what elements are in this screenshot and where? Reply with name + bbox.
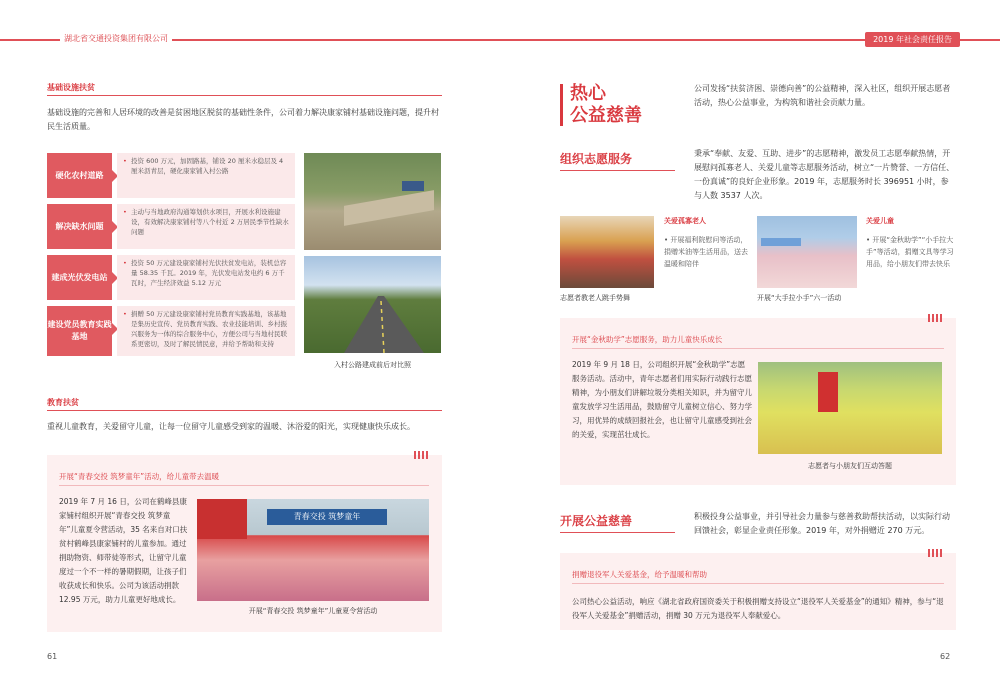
stripe-decoration bbox=[928, 549, 942, 557]
edu-section-rule bbox=[47, 410, 442, 411]
elder-text: • 开展福利院慰问等活动，捐赠米油等生活用品，送去温暖和陪伴 bbox=[664, 236, 748, 268]
children-caption: 开展“大手拉小手”六一活动 bbox=[757, 294, 842, 302]
infra-section-rule bbox=[47, 95, 442, 96]
infra-row-label: 硬化农村道路 bbox=[47, 153, 112, 198]
infra-row-party bbox=[47, 306, 295, 356]
elder-photo bbox=[560, 216, 654, 288]
big-title-line2: 公益慈善 bbox=[570, 105, 642, 126]
big-title-line1: 热心 bbox=[570, 83, 606, 104]
flag bbox=[197, 499, 247, 539]
charity-rule bbox=[560, 532, 675, 533]
summer-camp-title: 开展“青春交投 筑梦童年”活动，给儿童带去温暖 bbox=[59, 472, 220, 481]
edu-intro: 重视儿童教育，关爱留守儿童，让每一位留守儿童感受到家的温暖、沐浴爱的阳光，实现健康快乐成长。 bbox=[47, 422, 415, 431]
infra-row-text: • 主动与当地政府沟通筹划供水项目，开展水利设施建设，有效解决康家铺村等八个村近 2 万居民季节性缺水问题 bbox=[117, 204, 295, 249]
infra-row-road bbox=[47, 153, 295, 198]
infra-row-label: 解决缺水问题 bbox=[47, 204, 112, 249]
title-accent-bar bbox=[560, 84, 563, 126]
autumn-photo bbox=[758, 362, 942, 454]
balloon-banner bbox=[761, 238, 801, 246]
page-number-left: 61 bbox=[47, 652, 58, 661]
children-title: 关爱儿童 bbox=[866, 217, 894, 225]
infra-intro: 基础设施的完善和人居环境的改善是贫困地区脱贫的基础性条件，公司着力解决康家铺村基础设施问题，提升村民生活质量。 bbox=[47, 108, 439, 131]
children-text: • 开展“金秋助学”“小手拉大手”等活动，捐赠文具等学习用品，给小朋友们带去快乐 bbox=[866, 236, 954, 268]
company-name: 湖北省交通投资集团有限公司 bbox=[60, 33, 172, 44]
infra-row-water bbox=[47, 204, 295, 249]
autumn-title: 开展“金秋助学”志愿服务，助力儿童快乐成长 bbox=[572, 335, 723, 344]
autumn-box bbox=[560, 318, 956, 485]
infra-row-text: • 捐赠 50 万元建设康家铺村党员教育实践基地，该基地是集历史宣传、党员教育实践、农业技能培训、乡村振兴服务为一体的综合服务中心，方便公司与当地村民联系更密切，及时了解民情民意，并给予帮助和支持 bbox=[117, 306, 295, 356]
children-photo bbox=[757, 216, 857, 288]
infra-section-title: 基础设施扶贫 bbox=[47, 83, 95, 92]
children-text-content: 开展“金秋助学”“小手拉大手”等活动，捐赠文具等学习用品，给小朋友们带去快乐 bbox=[866, 236, 954, 268]
infra-row-label: 建成光伏发电站 bbox=[47, 255, 112, 300]
edu-section-title: 教育扶贫 bbox=[47, 398, 79, 407]
stripe-decoration bbox=[414, 451, 428, 459]
page-number-right: 62 bbox=[940, 652, 951, 661]
volunteer-title: 组织志愿服务 bbox=[560, 152, 633, 166]
charity-title: 开展公益慈善 bbox=[560, 514, 633, 528]
charity-text: 积极投身公益事业，并引导社会力量参与慈善救助帮扶活动，以实际行动回馈社会，彰显企业责任形象。2019 年，对外捐赠近 270 万元。 bbox=[694, 512, 950, 535]
infra-row-text: • 投资 600 万元，加固路基，铺设 20 厘米水稳层及 4 厘米沥青层，硬化康家铺入村公路 bbox=[117, 153, 295, 198]
infra-row-label: 建设党员教育实践基地 bbox=[47, 306, 112, 356]
summer-camp-photo bbox=[197, 499, 429, 601]
box-rule bbox=[572, 583, 944, 584]
veteran-title: 捐赠退役军人关爱基金，给予温暖和帮助 bbox=[572, 570, 707, 579]
volunteer-text: 秉承“奉献、友爱、互助、进步”的志愿精神，激发员工志愿奉献热情，开展慰问孤寡老人、关爱儿童等志愿服务活动，树立“一片赞誉、一方信任、一份真诚”的良好企业形象。2019 年，志愿服务时长 396951 小时，参与人数 3537 人次。 bbox=[694, 149, 955, 200]
box-rule bbox=[572, 348, 944, 349]
summer-camp-box bbox=[47, 455, 442, 632]
stripe-decoration bbox=[928, 314, 942, 322]
road-after-photo bbox=[304, 256, 441, 353]
road-after-drawing bbox=[304, 256, 441, 353]
report-badge: 2019 年社会责任报告 bbox=[865, 32, 960, 47]
box-rule bbox=[59, 485, 429, 486]
autumn-text: 2019 年 9 月 18 日，公司组织开展“金秋助学”志愿服务活动。活动中，青年志愿者们用实际行动践行志愿精神，为小朋友们讲解垃圾分类相关知识，并为留守儿童发放学习生活用品，鼓励留守儿童树立信心、努力学习，用优异的成绩回报社会，也让留守儿童感受到社会的关爱，实现茁壮成长。 bbox=[572, 360, 752, 439]
veteran-box bbox=[560, 553, 956, 630]
summer-camp-text: 2019 年 7 月 16 日，公司在鹤峰县康家铺村组织开展“青春交投 筑梦童年”儿童夏令营活动，35 名来自对口扶贫村鹤峰县康家铺村的儿童参加。通过捐助物资、师带徒等形式，让留守儿童度过一个不一样的暑期假期，让孩子们收获成长和快乐。公司为该活动捐款 12.95 万元，助力儿童更好地成长。 bbox=[59, 497, 188, 604]
elder-title: 关爱孤寡老人 bbox=[664, 217, 706, 225]
elder-text-content: 开展福利院慰问等活动，捐赠米油等生活用品，送去温暖和陪伴 bbox=[664, 236, 748, 268]
camp-banner: 青春交投 筑梦童年 bbox=[267, 509, 387, 525]
infra-row-text: • 投资 50 万元建设康家铺村光伏扶贫发电站，装机总容量 58.35 千瓦。2019 年，光伏发电站发电约 6 万千瓦时，产生经济效益 5.12 万元 bbox=[117, 255, 295, 300]
volunteer-rule bbox=[560, 170, 675, 171]
summer-camp-caption: 开展“青春交投 筑梦童年”儿童夏令营活动 bbox=[248, 607, 378, 615]
infra-row-solar bbox=[47, 255, 295, 300]
volunteer-figure bbox=[818, 372, 838, 412]
veteran-text: 公司热心公益活动，响应《湖北省政府国资委关于积极捐赠支持设立“退役军人关爱基金”的通知》精神，参与“退役军人关爱基金”捐赠活动，捐赠 30 万元为退役军人奉献爱心。 bbox=[572, 597, 944, 620]
charity-intro: 公司发扬“扶贫济困、崇德向善”的公益精神，深入社区，组织开展志愿者活动，热心公益事业，为构筑和谐社会贡献力量。 bbox=[694, 84, 951, 107]
road-caption: 入村公路建成前后对比照 bbox=[334, 361, 411, 369]
autumn-caption: 志愿者与小朋友们互动答题 bbox=[808, 462, 892, 470]
elder-caption: 志愿者教老人跳手势舞 bbox=[560, 294, 630, 302]
road-before-photo bbox=[304, 153, 441, 250]
